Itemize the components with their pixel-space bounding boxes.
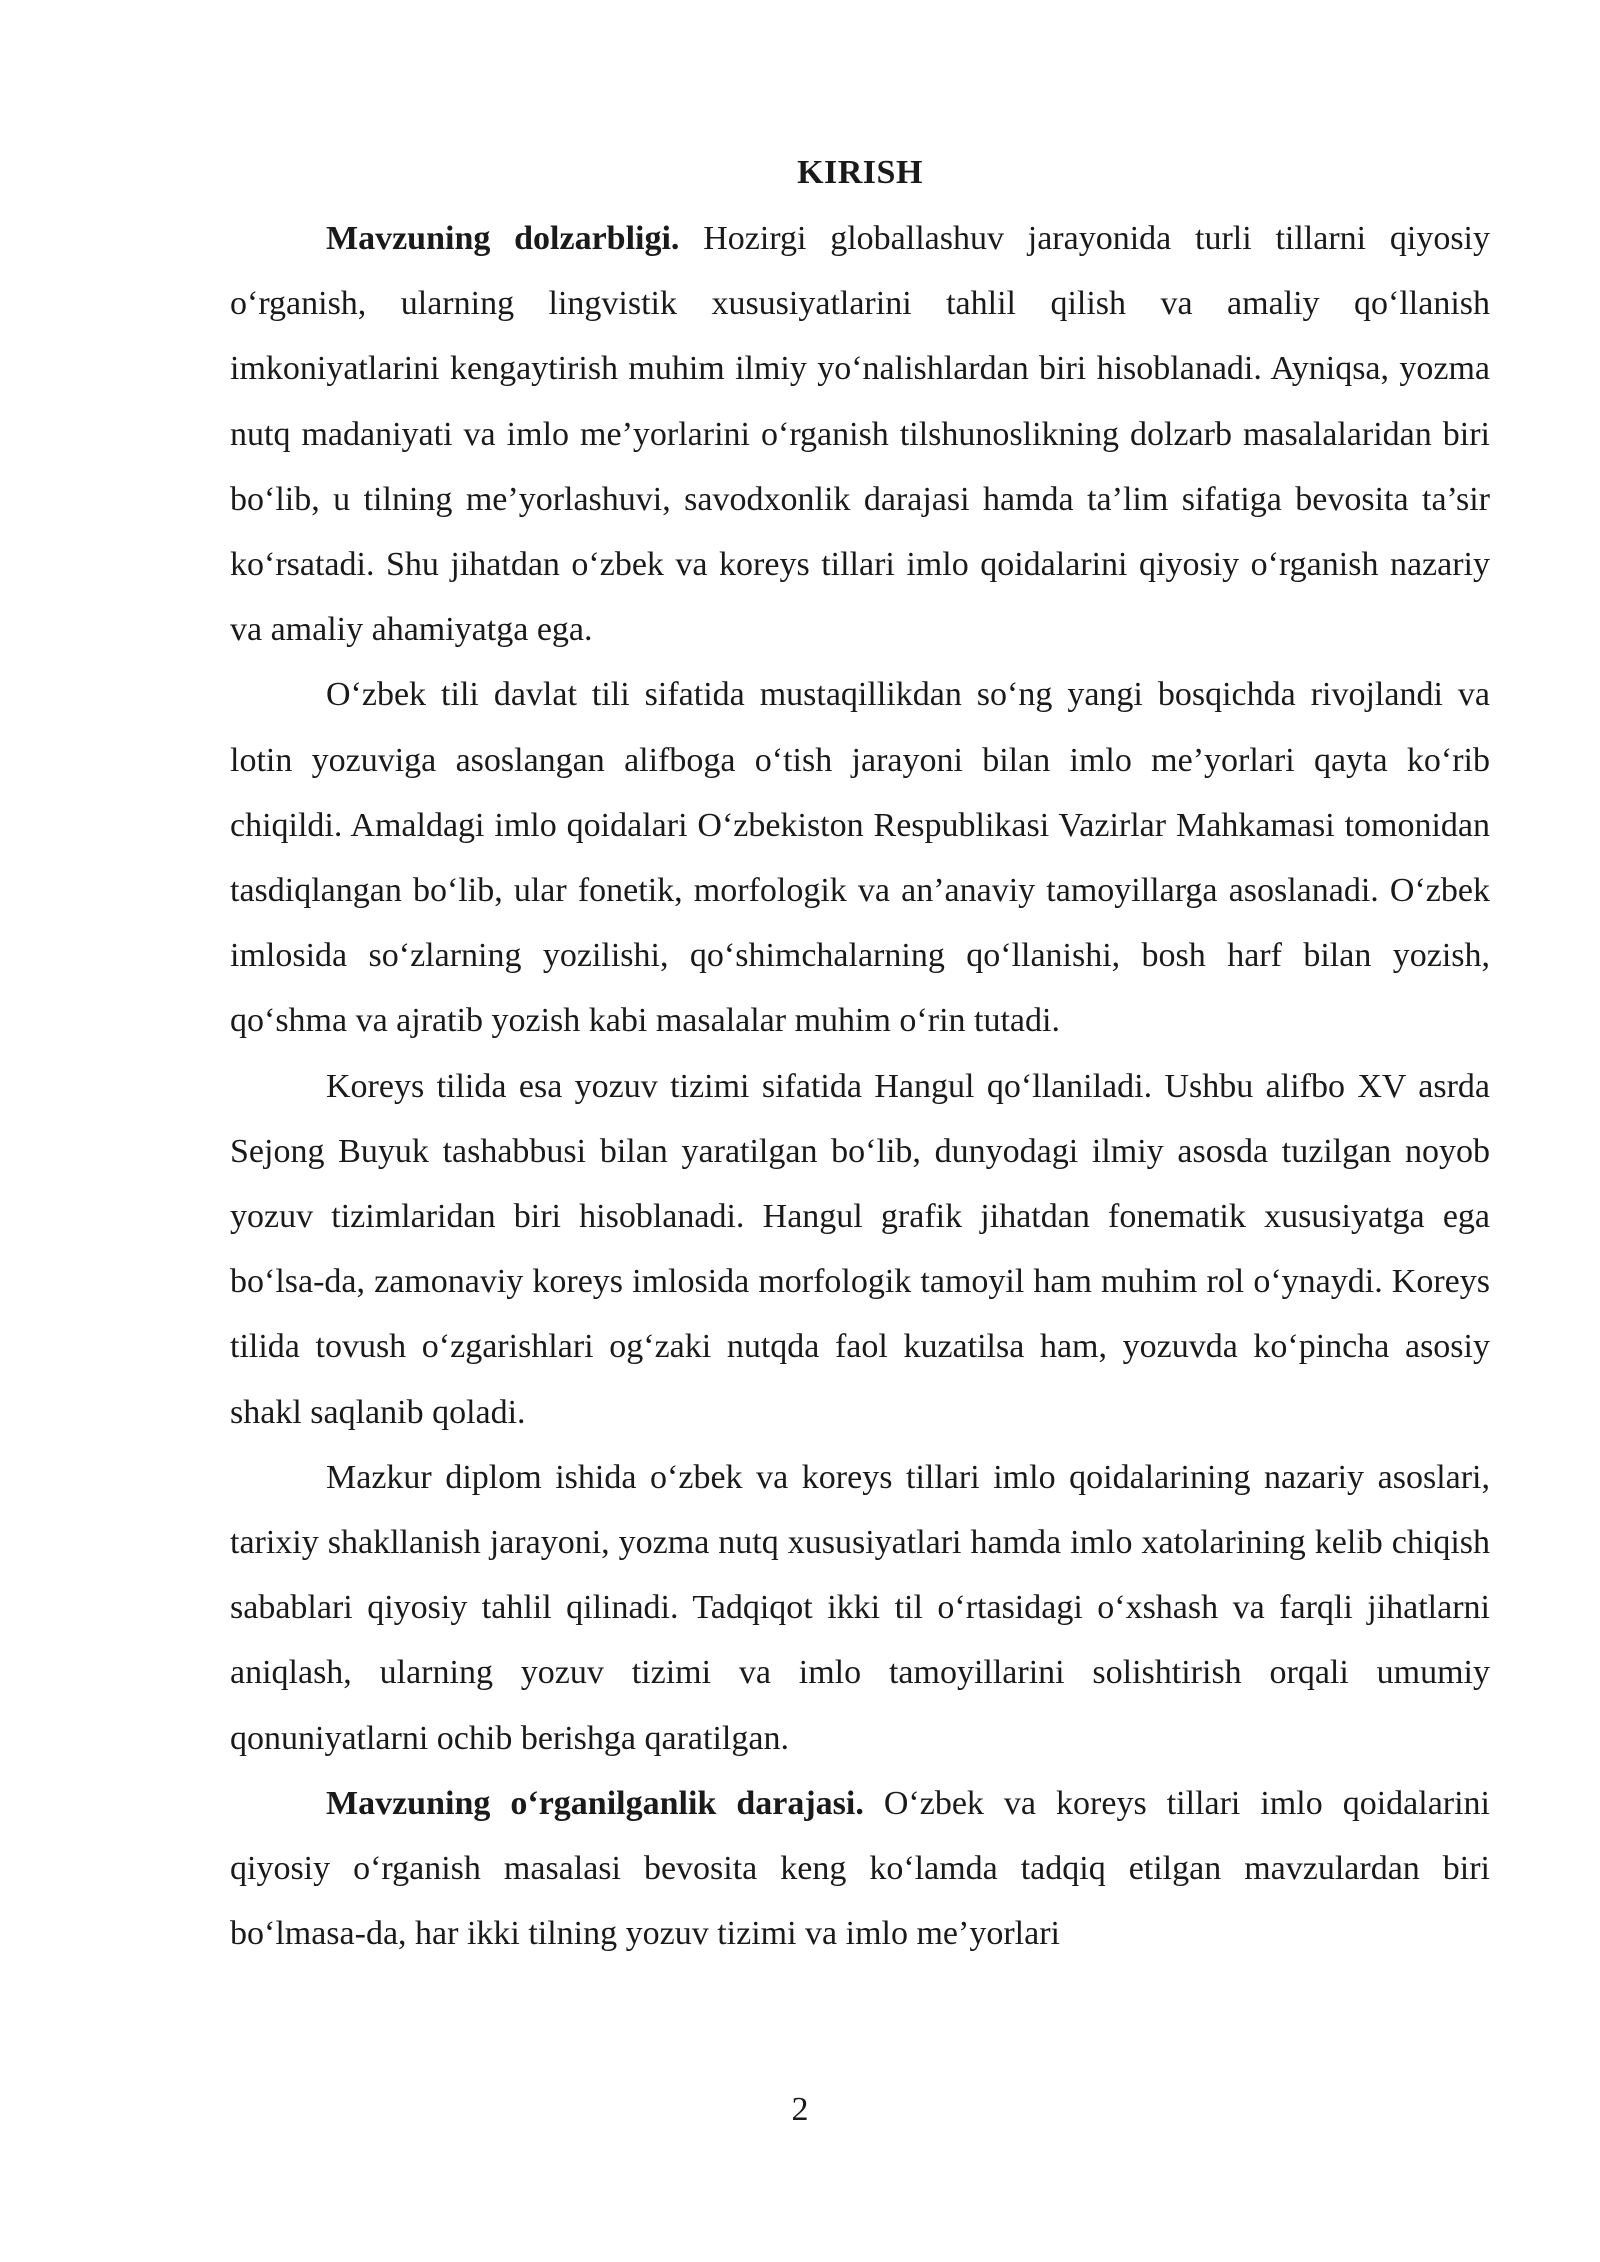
document-body	[230, 140, 1490, 1966]
page-number: 2	[791, 2091, 809, 2128]
paragraph-korean-writing	[230, 1054, 1490, 1445]
page-title: KIRISH	[797, 154, 923, 191]
paragraph-study-level	[230, 1771, 1490, 1967]
paragraph-lead-heading: Mavzuning o‘rganilganlik darajasi.	[326, 1784, 864, 1822]
paragraph-relevance	[230, 206, 1490, 662]
paragraph-text: Koreys tilida esa yozuv tizimi sifatida Hangul qo‘llaniladi. Ushbu alifbo XV asrda Sejong Buyuk tashabbusi bilan yaratilgan bo‘lib, dunyodagi ilmiy asosda tuzilgan noyob yozuv tizimlaridan biri hisoblanadi. Hangul grafik jihatdan fonematik xususiyatga ega bo‘lsa-da, zamonaviy koreys imlosida morfologik tamoyil ham muhim rol o‘ynaydi. Koreys tilida tovush o‘zgarishlari og‘zaki nutqda faol kuzatilsa ham, yozuvda ko‘pincha asosiy shakl saqlanib qoladi.	[230, 1067, 1490, 1431]
paragraph-text: O‘zbek va koreys tillari imlo qoidalarini qiyosiy o‘rganish masalasi bevosita keng ko‘lamda tadqiq etilgan mavzulardan biri bo‘lmasa-da, har ikki tilning yozuv tizimi va imlo me’yorlari	[230, 1784, 1490, 1953]
paragraph-lead-heading: Mavzuning dolzarbligi.	[326, 220, 680, 257]
paragraph-uzbek-orthography	[230, 662, 1490, 1053]
paragraph-thesis-scope	[230, 1445, 1490, 1771]
paragraph-text: O‘zbek tili davlat tili sifatida mustaqillikdan so‘ng yangi bosqichda rivojlandi va lotin yozuviga asoslangan alifboga o‘tish jarayoni bilan imlo me’yorlari qayta ko‘rib chiqildi. Amaldagi imlo qoidalari O‘zbekiston Respublikasi Vazirlar Mahkamasi tomonidan tasdiqlangan bo‘lib, ular fonetik, morfologik va an’anaviy tamoyillarga asoslanadi. O‘zbek imlosida so‘zlarning yozilishi, qo‘shimchalarning qo‘llanishi, bosh harf bilan yozish, qo‘shma va ajratib yozish kabi masalalar muhim o‘rin tutadi.	[230, 676, 1490, 1040]
paragraph-text: Hozirgi globallashuv jarayonida turli tillarni qiyosiy o‘rganish, ularning lingvistik xususiyatlarini tahlil qilish va amaliy qo‘llanish imkoniyatlarini kengaytirish muhim ilmiy yo‘nalishlardan biri hisoblanadi. Ayniqsa, yozma nutq madaniyati va imlo me’yorlarini o‘rganish tilshunoslikning dolzarb masalalaridan biri bo‘lib, u tilning me’yorlashuvi, savodxonlik darajasi hamda ta’lim sifatiga bevosita ta’sir ko‘rsatadi. Shu jihatdan o‘zbek va koreys tillari imlo qoidalarini qiyosiy o‘rganish nazariy va amaliy ahamiyatga ega.	[230, 220, 1490, 649]
paragraph-text: Mazkur diplom ishida o‘zbek va koreys tillari imlo qoidalarining nazariy asoslari, tarixiy shakllanish jarayoni, yozma nutq xususiyatlari hamda imlo xatolarining kelib chiqish sabablari qiyosiy tahlil qilinadi. Tadqiqot ikki til o‘rtasidagi o‘xshash va farqli jihatlarni aniqlash, ularning yozuv tizimi va imlo tamoyillarini solishtirish orqali umumiy qonuniyatlarni ochib berishga qaratilgan.	[230, 1458, 1490, 1757]
